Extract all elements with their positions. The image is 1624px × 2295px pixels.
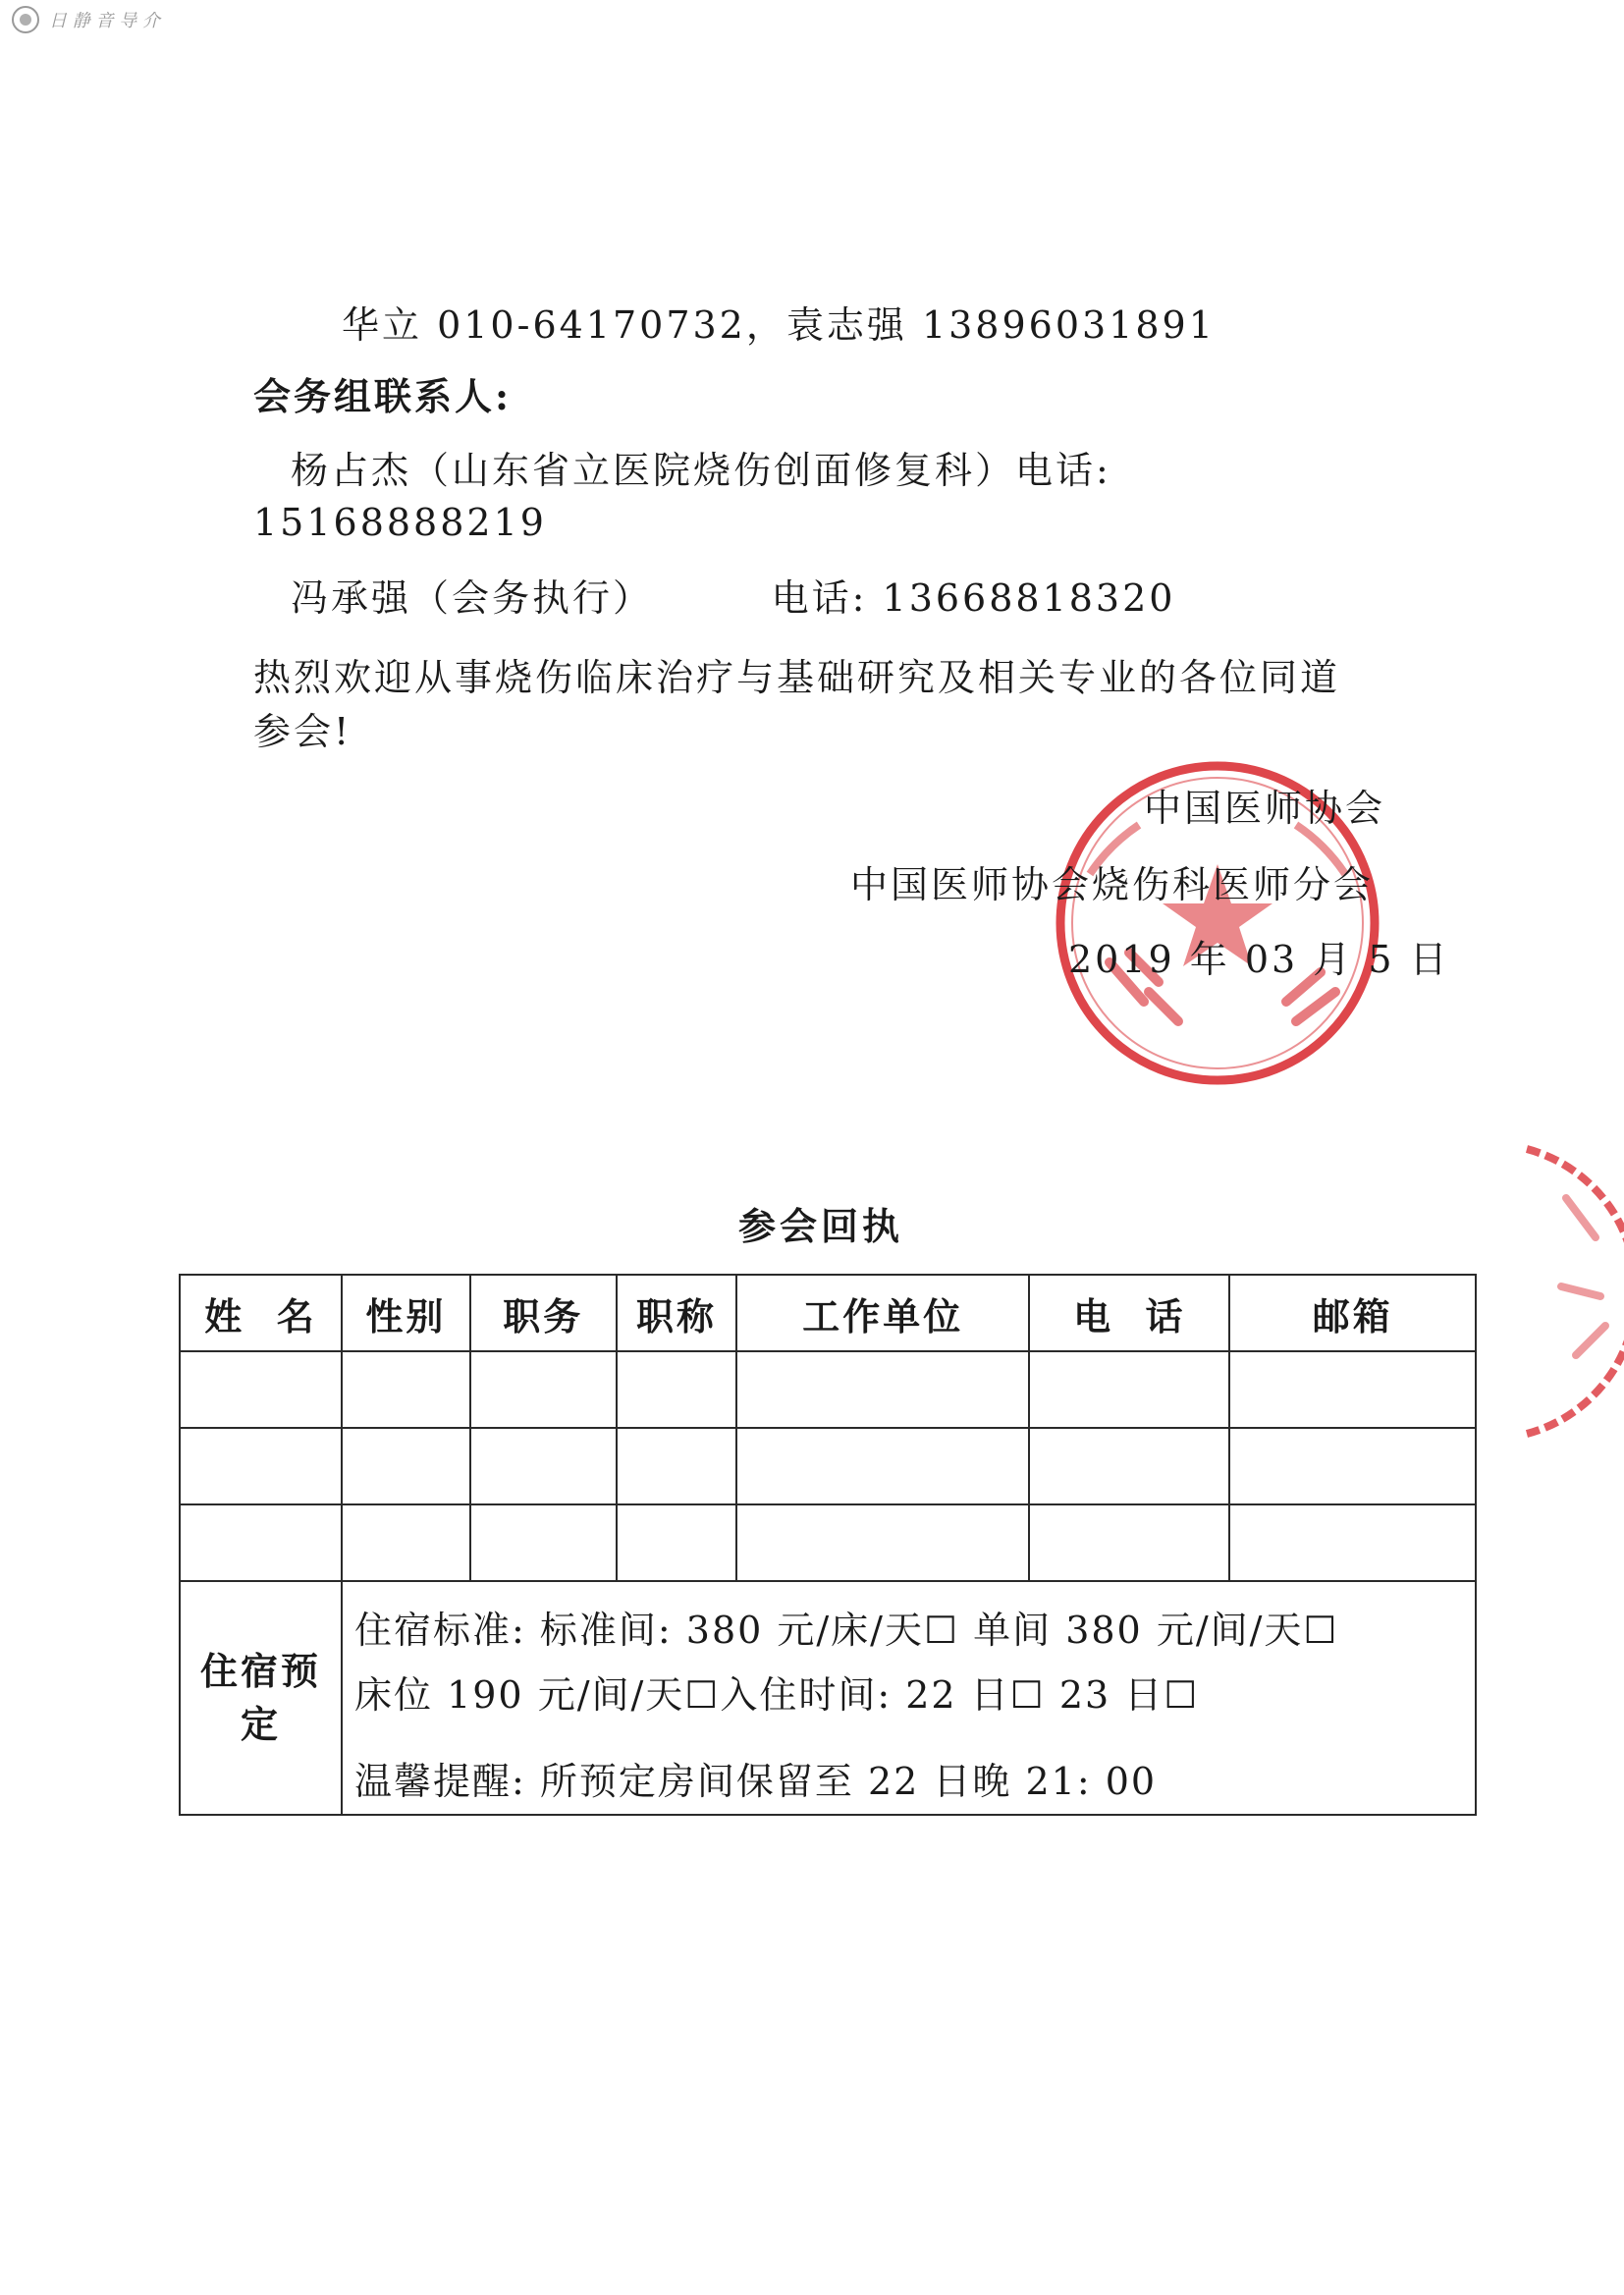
contact-line-phones: 华立 010-64170732，袁志强 13896031891	[342, 303, 1216, 347]
signature-org-1: 中国医师协会	[1144, 787, 1386, 830]
lodging-reminder: 温馨提醒: 所预定房间保留至 22 日晚 21: 00	[354, 1760, 1158, 1803]
table-cell[interactable]	[342, 1504, 470, 1581]
table-cell[interactable]	[470, 1428, 617, 1504]
lodging-label	[180, 1581, 342, 1815]
table-cell[interactable]	[617, 1504, 737, 1581]
table-cell[interactable]	[1229, 1504, 1476, 1581]
table-row	[180, 1428, 1476, 1504]
table-row	[180, 1351, 1476, 1428]
table-row	[180, 1504, 1476, 1581]
table-cell[interactable]	[1029, 1351, 1229, 1428]
table-cell[interactable]	[470, 1351, 617, 1428]
header-gender: 性别	[342, 1275, 470, 1351]
table-cell[interactable]	[180, 1504, 342, 1581]
lodging-standard[interactable]: 住宿标准: 标准间: 380 元/床/天☐ 单间 380 元/间/天☐	[354, 1609, 1339, 1652]
header-phone: 电 话	[1029, 1275, 1229, 1351]
form-title: 参会回执	[738, 1204, 904, 1248]
table-cell[interactable]	[1229, 1428, 1476, 1504]
table-cell[interactable]	[180, 1351, 342, 1428]
header-email: 邮箱	[1229, 1275, 1476, 1351]
table-cell[interactable]	[617, 1351, 737, 1428]
registration-table	[179, 1274, 1477, 1816]
header-name: 姓 名	[180, 1275, 342, 1351]
watermark-text: 日 静 音 导 介	[49, 11, 160, 31]
lodging-row	[180, 1581, 1476, 1815]
affairs-heading: 会务组联系人:	[253, 374, 513, 418]
page-header-mark	[12, 6, 160, 33]
signature-date: 2019 年 03 月 5 日	[1068, 938, 1450, 981]
contact-yang-phone: 15168888219	[253, 501, 547, 544]
header-title: 职称	[617, 1275, 737, 1351]
signature-org-2: 中国医师协会烧伤科医师分会	[850, 863, 1375, 906]
welcome-line: 热烈欢迎从事烧伤临床治疗与基础研究及相关专业的各位同道	[253, 656, 1341, 699]
table-cell[interactable]	[180, 1428, 342, 1504]
table-cell[interactable]	[1029, 1428, 1229, 1504]
lodging-label-line: 住宿预	[199, 1649, 321, 1693]
table-cell[interactable]	[736, 1428, 1029, 1504]
welcome-line-end: 参会!	[253, 710, 352, 753]
table-cell[interactable]	[736, 1351, 1029, 1428]
table-cell[interactable]	[1029, 1504, 1229, 1581]
table-cell[interactable]	[470, 1504, 617, 1581]
table-cell[interactable]	[342, 1351, 470, 1428]
table-cell[interactable]	[736, 1504, 1029, 1581]
lodging-bed-checkin[interactable]: 床位 190 元/间/天☐入住时间: 22 日☐ 23 日☐	[354, 1673, 1200, 1717]
contact-yang: 杨占杰（山东省立医院烧伤创面修复科）电话:	[291, 449, 1111, 492]
table-header-row	[180, 1275, 1476, 1351]
lodging-label-line: 定	[240, 1702, 281, 1746]
partial-seal	[1507, 1129, 1624, 1453]
lodging-details	[342, 1581, 1476, 1815]
header-workplace: 工作单位	[736, 1275, 1029, 1351]
header-position: 职务	[470, 1275, 617, 1351]
contact-feng: 冯承强（会务执行） 电话: 13668818320	[291, 576, 1176, 620]
table-cell[interactable]	[617, 1428, 737, 1504]
table-cell[interactable]	[1229, 1351, 1476, 1428]
table-cell[interactable]	[342, 1428, 470, 1504]
logo-icon	[12, 6, 39, 33]
